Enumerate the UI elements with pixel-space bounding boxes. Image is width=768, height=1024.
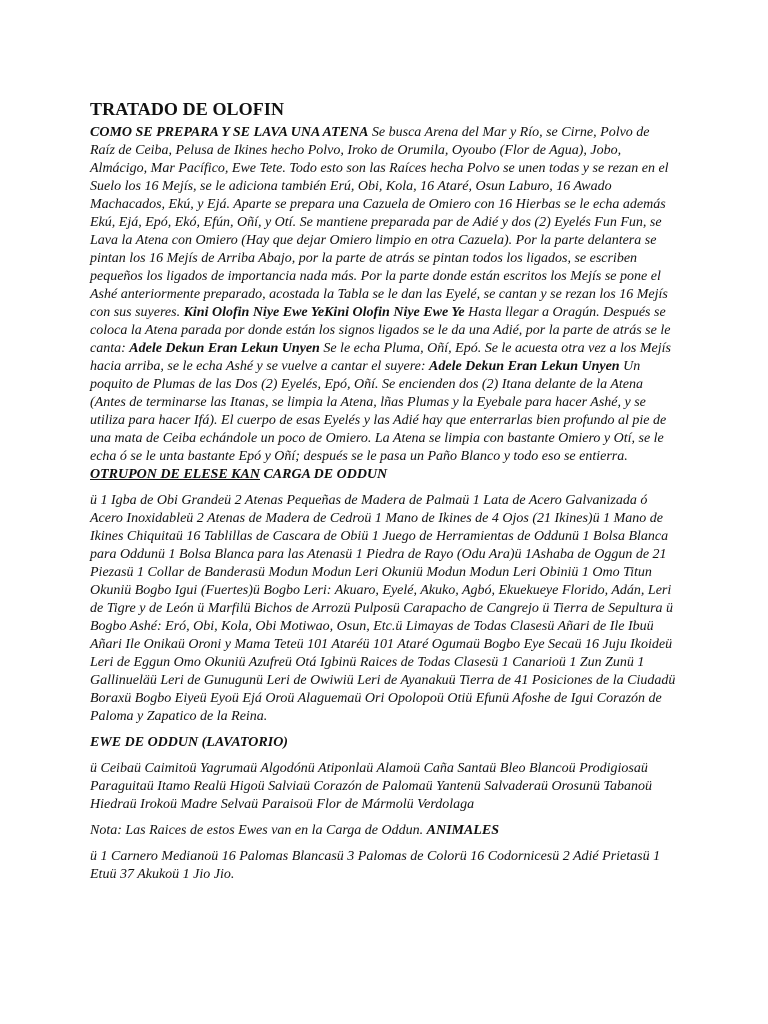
section-heading-ewe: EWE DE ODDUN (LAVATORIO) bbox=[90, 735, 288, 750]
section-heading-atena: COMO SE PREPARA Y SE LAVA UNA ATENA bbox=[90, 125, 369, 140]
paragraph-nota bbox=[90, 822, 676, 840]
paragraph-text: Se busca Arena del Mar y Río, se Cirne, Polvo de Raíz de Ceiba, Pelusa de Ikines hecho Polvo, Iroko de Orumila, Oyoubo (Flor de Agua), Jobo, Almácigo, Mar Pacífico, Ewe Tete. Todo esto son las Raíces hecha Polvo se unen todas y se rezan en el Suelo los 16 Mejís, se le adiciona también Erú, Obi, Kola, 16 Ataré, Osun Laburo, 16 Awado Machacados, Ekú, y Ejá. Aparte se prepara una Cazuela de Omiero con 16 Hierbas se le echa además Ekú, Ejá, Epó, Ekó, Efún, Oñí, y Otí. Se mantiene preparada par de Adié y dos (2) Eyelés Fun Fun, se Lava la Atena con Omiero (Hay que dejar Omiero limpio en otra Cazuela). Por la parte delantera se pintan los 16 Mejís de Arriba Abajo, por la parte de atrás se pintan todos los ligados, se escriben pequeños los ligados de importancia nada más. Por la parte donde están escritos los Mejís se pone el Ashé anteriormente preparado, acostada la Tabla se le dan las Eyelé, se cantan y se rezan los 16 Mejís con sus suyeres. bbox=[90, 125, 669, 320]
nota-text: Nota: Las Raices de estos Ewes van en la Carga de Oddun. bbox=[90, 823, 427, 838]
document-page bbox=[90, 98, 676, 884]
paragraph-animales-list: ü 1 Carnero Medianoü 16 Palomas Blancasü 3 Palomas de Colorü 16 Codornicesü 2 Adié Prietasü 1 Etuü 37 Akukoü 1 Jio Jio. bbox=[90, 849, 661, 882]
chant-adele-dekun-2: Adele Dekun Eran Lekun Unyen bbox=[429, 359, 620, 374]
paragraph-atena-preparation bbox=[90, 124, 676, 484]
chant-kini-olofin: Kini Olofin Niye Ewe YeKini Olofin Niye Ewe Ye bbox=[183, 305, 465, 320]
section-heading-animales: ANIMALES bbox=[426, 823, 499, 838]
paragraph-text: Hasta llegar a Oragún. Después se coloca la Atena parada por donde están los signos ligados se le da una Adié, por la parte de atrás se le canta: bbox=[90, 305, 671, 356]
document-title: TRATADO DE OLOFIN bbox=[90, 99, 285, 119]
paragraph-text: Un poquito de Plumas de las Dos (2) Eyelés, Epó, Oñí. Se encienden dos (2) Itana delante de la Atena (Antes de terminarse las Itanas, se limpia la Atena, lñas Plumas y la Eyebale para hacer Ashé, y se utiliza para hacer Ifá). El cuerpo de esas Eyelés y las Adié hay que enterrarlas bien profundo al pie de una mata de Ceiba echándole un poco de Omiero. La Atena se limpia con bastante Omiero y Otí, se le echa ó se le unta bastante Epó y Oñí; después se le pasa un Paño Blanco y todo eso se entierra. bbox=[90, 359, 667, 464]
paragraph-ewe-list: ü Ceibaü Caimitoü Yagrumaü Algodónü Atiponlaü Alamoü Caña Santaü Bleo Blancoü Prodigiosaü Paraguitaü Itamo Realü Higoü Salviaü Corazón de Palomaü Yantenü Salvaderaü Orosunü Tabanoü Hiedraü Irokoü Madre Selvaü Paraisoü Flor de Mármolü Verdolaga bbox=[90, 761, 652, 812]
section-heading-otrupon: OTRUPON DE ELESE KAN bbox=[90, 467, 260, 482]
paragraph-text: Se le echa Pluma, Oñí, Epó. Se le acuesta otra vez a los Mejís hacia arriba, se le echa Ashé y se vuelve a cantar el suyere: bbox=[90, 341, 671, 374]
paragraph-carga-list: ü 1 Igba de Obi Grandeü 2 Atenas Pequeñas de Madera de Palmaü 1 Lata de Acero Galvanizada ó Acero Inoxidableü 2 Atenas de Madera de Cedroü 1 Mano de Ikines de 4 Ojos (21 Ikines)ü 1 Mano de Ikines Chiquitaü 16 Tablillas de Cascara de Obiü 1 Juego de Herramientas de Oddunü 1 Bolsa Blanca para Oddunü 1 Bolsa Blanca para las Atenasü 1 Piedra de Rayo (Odu Ara)ü 1Ashaba de Oggun de 21 Piezasü 1 Collar de Banderasü Modun Modun Leri Okuniü Modun Modun Leri Obiniü 1 Omo Titun Okuniü Bogbo Igui (Fuertes)ü Bogbo Leri: Akuaro, Eyelé, Akuko, Agbó, Ekuekueye Florido, Adán, Leri de Tigre y de León ü Marfilü Bichos de Arrozü Pulposü Carapacho de Cangrejo ü Tierra de Sepultura ü Bogbo Ashé: Eró, Obi, Kola, Obi Motiwao, Osun, Etc.ü Limayas de Todas Clasesü Añari de Ile Ibuü Añari Ile Onikaü Oroni y Mama Teteü 101 Ataréü 101 Ataré Ogumaü Bogbo Eye Secaü 16 Juju Ikoideü Leri de Eggun Omo Okuniü Azufreü Otá Igbinü Raices de Todas Clasesü 1 Canarioü 1 Zun Zunü 1 Gallinueläü Leri de Gunugunü Leri de Owiwiü Leri de Ayanakuü Tierra de 41 Posiciones de la Ciudadü Boraxü Bogbo Eiyeü Eyoü Ejá Oroü Alaguemaü Ori Opolopoü Otiü Efunü Afoshe de Igui Corazón de Paloma y Zapatico de la Reina. bbox=[90, 493, 676, 724]
chant-adele-dekun-1: Adele Dekun Eran Lekun Unyen bbox=[129, 341, 320, 356]
section-heading-carga: CARGA DE ODDUN bbox=[259, 467, 388, 482]
